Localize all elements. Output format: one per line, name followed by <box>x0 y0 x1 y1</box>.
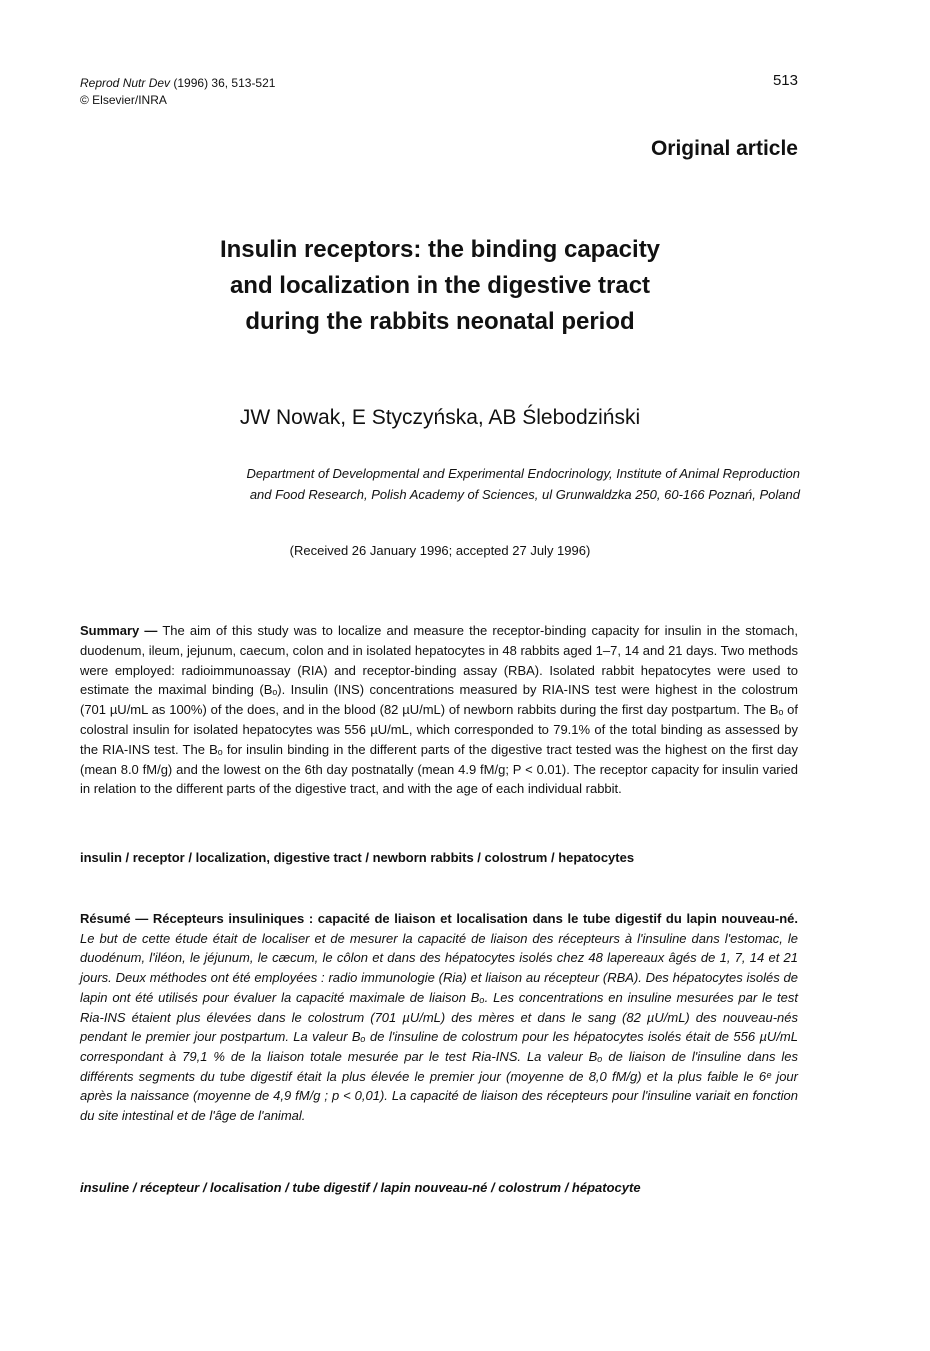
resume-label: Résumé — Récepteurs insuliniques : capacité de liaison et localisation dans le tube digestif du lapin nouveau-né. <box>80 911 798 926</box>
article-title <box>80 232 800 340</box>
article-type: Original article <box>650 137 798 160</box>
summary-abstract <box>80 621 798 799</box>
received-dates: (Received 26 January 1996; accepted 27 July 1996) <box>289 543 591 558</box>
publisher-line: © Elsevier/INRA <box>80 93 167 107</box>
summary-text: The aim of this study was to localize and measure the receptor-binding capacity for insulin in the stomach, duodenum, ileum, jejunum, caecum, colon and in isolated hepatocytes in 48 rabbits aged 1–7, 14 and 21 days. Two methods were employed: radioimmunoassay (RIA) and receptor-binding assay (RBA). Isolated rabbit hepatocytes were used to estimate the maximal binding (Bₒ). Insulin (INS) concentrations measured by RIA-INS test were highest in the colostrum (701 µU/mL as 100%) of the does, and in the blood (82 µU/mL) of newborn rabbits during the first day postpartum. The Bₒ of colostral insulin for isolated hepatocytes was 556 µU/mL, which corresponded to 79.1% of the total binding as assessed by the RIA-INS test. The Bₒ for insulin binding in the different parts of the digestive tract tested was the highest on the first day (mean 8.0 fM/g) and the lowest on the 6th day postnatally (mean 4.9 fM/g; P < 0.01). The receptor capacity for insulin varied in relation to the different parts of the digestive tract, and with the age of each individual rabbit. <box>80 623 798 797</box>
journal-volume-pages: (1996) 36, 513-521 <box>170 76 276 90</box>
affiliation-line: and Food Research, Polish Academy of Sciences, ul Grunwaldzka 250, 60-166 Poznań, Poland <box>249 487 800 502</box>
resume-abstract <box>80 909 798 1126</box>
journal-name: Reprod Nutr Dev <box>80 76 171 90</box>
summary-label: Summary — <box>80 623 158 638</box>
journal-citation <box>80 75 275 109</box>
title-line: and localization in the digestive tract <box>229 272 651 299</box>
journal-reference <box>80 75 275 92</box>
affiliation <box>80 463 800 505</box>
page-number: 513 <box>772 72 798 89</box>
keywords: insulin / receptor / localization, digestive tract / newborn rabbits / colostrum / hepatocytes <box>80 850 635 865</box>
resume-text: Le but de cette étude était de localiser et de mesurer la capacité de liaison des récepteurs à l'insuline dans l'estomac, le duodénum, l'iléon, le jéjunum, le cæcum, le côlon et dans des hépatocytes isolés chez 48 lapereaux âgés de 1, 7, 14 et 21 jours. Deux méthodes ont été employées : radio immunologie (Ria) et liaison au récepteur (RBA). Des hépatocytes isolés de lapin ont été utilisés pour évaluer la capacité maximale de liaison Bₒ. Les concentrations en insuline mesurées par le test Ria-INS étaient plus élevées dans le colostrum (701 µU/mL) des mères et dans le sang (82 µU/mL) des nouveau-nés pendant le premier jour postpartum. La valeur Bₒ de l'insuline de colostrum pour les hépatocytes isolés était de 556 µU/mL correspondant à 79,1 % de la liaison totale mesurée par le test Ria-INS. La valeur Bₒ de liaison de l'insuline dans les différents segments du tube digestif était la plus élevée le premier jour (moyenne de 8,0 fM/g) et la plus faible le 6ᵉ jour après la naissance (moyenne de 4,9 fM/g ; p < 0,01). La capacité de liaison des récepteurs pour l'insuline variait en fonction du site intestinal et de l'âge de l'animal. <box>80 930 798 1124</box>
affiliation-line: Department of Developmental and Experimental Endocrinology, Institute of Animal Reproduction <box>246 466 800 481</box>
title-line: during the rabbits neonatal period <box>245 308 635 335</box>
title-line: Insulin receptors: the binding capacity <box>219 236 661 263</box>
mots-cles: insuline / récepteur / localisation / tube digestif / lapin nouveau-né / colostrum / hépatocyte <box>80 1180 641 1195</box>
authors: JW Nowak, E Styczyńska, AB Ślebodziński <box>239 406 641 429</box>
